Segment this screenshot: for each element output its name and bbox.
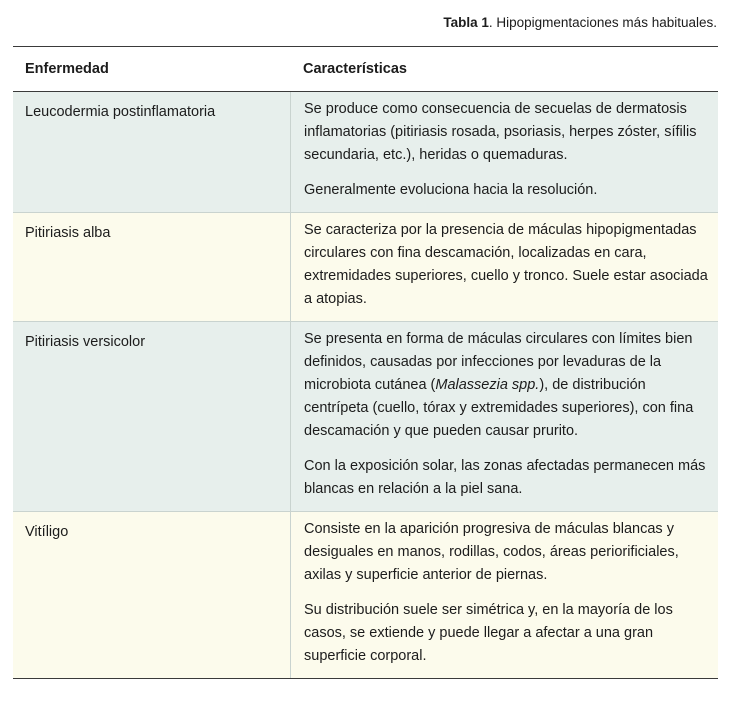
characteristics-cell — [290, 213, 718, 321]
text-span: ), de distribución centrípeta (cuello, tórax y extremidades superiores), con fina descamación y que pueden causar prurito. — [304, 377, 694, 439]
text-span: Se presenta en forma de máculas circulares con límites bien definidos, causadas por infecciones por levaduras de la microbiota cutánea ( — [304, 331, 693, 393]
table-caption — [443, 15, 717, 30]
characteristics-cell — [290, 322, 718, 511]
characteristics-paragraph: Con la exposición solar, las zonas afectadas permanecen más blancas en relación a la piel sana. — [304, 458, 706, 497]
characteristics-cell — [290, 92, 718, 212]
table-row — [13, 213, 718, 322]
characteristics-paragraph — [304, 328, 712, 443]
characteristics-paragraph: Se produce como consecuencia de secuelas de dermatosis inflamatorias (pitiriasis rosada, psoriasis, herpes zóster, sífilis secundaria, etc.), heridas o quemaduras. — [304, 101, 697, 163]
characteristics-paragraph: Su distribución suele ser simétrica y, en la mayoría de los casos, se extiende y puede llegar a afectar a una gran superficie corporal. — [304, 602, 673, 664]
table-row — [13, 512, 718, 678]
disease-cell: Leucodermia postinflamatoria — [25, 104, 216, 120]
disease-cell: Pitiriasis versicolor — [25, 334, 146, 350]
italic-species-name: Malassezia spp. — [435, 377, 540, 393]
table-row — [13, 322, 718, 512]
disease-cell: Vitíligo — [25, 524, 69, 540]
characteristics-paragraph: Generalmente evoluciona hacia la resolución. — [304, 182, 598, 198]
table-caption-text: . Hipopigmentaciones más habituales. — [488, 15, 717, 30]
header-characteristics: Características — [303, 61, 407, 77]
characteristics-paragraph: Consiste en la aparición progresiva de máculas blancas y desiguales en manos, rodillas, codos, áreas periorificiales, axilas y superficie anterior de piernas. — [304, 521, 679, 583]
characteristics-cell — [290, 512, 718, 678]
table-row — [13, 92, 718, 213]
disease-cell: Pitiriasis alba — [25, 225, 111, 241]
characteristics-paragraph: Se caracteriza por la presencia de máculas hipopigmentadas circulares con fina descamación, localizadas en cara, extremidades superiores, cuello y tronco. Suele estar asociada a atopias. — [304, 222, 708, 307]
hypopigmentation-table — [13, 46, 718, 679]
table-caption-label: Tabla 1 — [443, 15, 489, 30]
header-disease: Enfermedad — [25, 61, 109, 77]
table-header-row — [13, 47, 718, 92]
